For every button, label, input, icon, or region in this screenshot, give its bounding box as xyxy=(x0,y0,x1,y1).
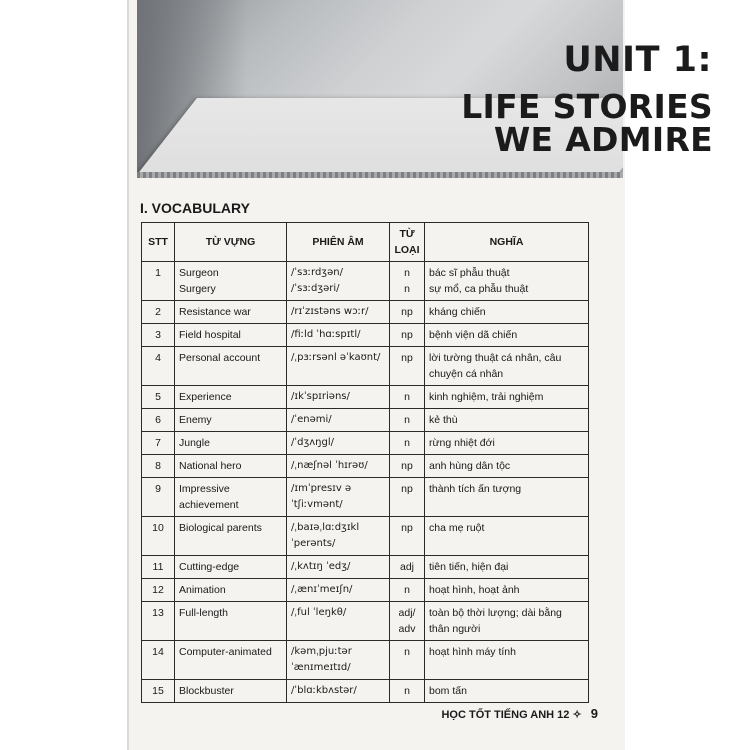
cell-meaning xyxy=(425,347,589,386)
unit-title-line-2: WE ADMIRE xyxy=(493,120,713,159)
cell-stt-text: 7 xyxy=(155,437,161,449)
cell-stt-text: 6 xyxy=(155,414,161,426)
cell-stt xyxy=(142,386,175,409)
cell-stt-text: 10 xyxy=(152,522,164,534)
cell-ipa-text: /rɪˈzɪstəns wɔːr/ xyxy=(291,306,369,317)
cell-meaning xyxy=(425,432,589,455)
table-row xyxy=(142,432,589,455)
cell-word-text: Full-length xyxy=(179,607,229,619)
cell-pos xyxy=(390,517,425,556)
cell-stt xyxy=(142,347,175,386)
cell-pos xyxy=(390,432,425,455)
cell-ipa-text: /ˈsɜːdʒəri/ xyxy=(291,283,340,294)
cell-pos-text: np xyxy=(401,329,413,341)
cell-meaning-text: rừng nhiệt đới xyxy=(429,437,495,449)
cell-stt xyxy=(142,517,175,556)
page-footer xyxy=(380,706,598,721)
cell-ipa xyxy=(287,579,390,602)
cell-stt-text: 9 xyxy=(155,483,161,495)
cell-pos xyxy=(390,556,425,579)
book-name: HỌC TỐT TIẾNG ANH 12 ✧ xyxy=(441,709,582,721)
cell-word-text: Enemy xyxy=(179,414,212,426)
table-row xyxy=(142,556,589,579)
cell-pos-text: n xyxy=(404,646,410,658)
cell-word xyxy=(175,455,287,478)
cell-pos xyxy=(390,680,425,703)
cell-ipa xyxy=(287,556,390,579)
table-row xyxy=(142,602,589,641)
table-row xyxy=(142,347,589,386)
cell-stt-text: 15 xyxy=(152,685,164,697)
cell-word-text: Surgeon xyxy=(179,267,219,279)
cell-meaning xyxy=(425,301,589,324)
cell-stt-text: 5 xyxy=(155,391,161,403)
cell-meaning xyxy=(425,409,589,432)
cell-stt xyxy=(142,262,175,301)
cell-word-text: National hero xyxy=(179,460,242,472)
header-pos: TỪ LOẠI xyxy=(390,223,425,262)
cell-word xyxy=(175,556,287,579)
cell-word-text: Field hospital xyxy=(179,329,241,341)
cell-stt xyxy=(142,324,175,347)
cell-stt xyxy=(142,641,175,680)
cell-stt-text: 12 xyxy=(152,584,164,596)
cell-word-text: Impressive achievement xyxy=(179,483,239,511)
cell-word-text: Blockbuster xyxy=(179,685,234,697)
banner-edge xyxy=(137,172,623,178)
cell-meaning xyxy=(425,680,589,703)
table-row xyxy=(142,262,589,301)
cell-ipa-text: /ˌful ˈleŋkθ/ xyxy=(291,607,347,618)
table-row xyxy=(142,680,589,703)
cell-ipa xyxy=(287,602,390,641)
cell-word xyxy=(175,517,287,556)
cell-ipa-text: /ˈsɜːrdʒən/ xyxy=(291,267,343,278)
cell-word xyxy=(175,432,287,455)
cell-ipa xyxy=(287,262,390,301)
cell-ipa xyxy=(287,386,390,409)
cell-meaning xyxy=(425,579,589,602)
cell-meaning xyxy=(425,517,589,556)
vocabulary-table xyxy=(141,222,589,703)
cell-pos xyxy=(390,641,425,680)
cell-meaning-text: tiên tiến, hiện đại xyxy=(429,561,509,573)
cell-ipa-text: /ˈdʒʌŋgl/ xyxy=(291,437,334,448)
cell-ipa xyxy=(287,680,390,703)
cell-meaning xyxy=(425,556,589,579)
cell-pos xyxy=(390,347,425,386)
cell-pos xyxy=(390,386,425,409)
cell-word xyxy=(175,262,287,301)
cell-word-text: Surgery xyxy=(179,283,216,295)
cell-stt-text: 3 xyxy=(155,329,161,341)
cell-word-text: Personal account xyxy=(179,352,261,364)
cell-meaning-text: cha mẹ ruột xyxy=(429,522,485,534)
cell-ipa xyxy=(287,347,390,386)
cell-ipa-text: /kəmˌpjuːtər ˈænɪmeɪtɪd/ xyxy=(291,646,352,673)
cell-pos xyxy=(390,262,425,301)
cell-stt xyxy=(142,478,175,517)
cell-pos-text: np xyxy=(401,483,413,495)
cell-pos-text: n xyxy=(404,391,410,403)
cell-stt-text: 13 xyxy=(152,607,164,619)
cell-ipa-text: /ˌkʌtɪŋ ˈedʒ/ xyxy=(291,561,351,572)
cell-ipa xyxy=(287,641,390,680)
cell-ipa xyxy=(287,478,390,517)
cell-word xyxy=(175,347,287,386)
cell-word-text: Resistance war xyxy=(179,306,251,318)
table-row xyxy=(142,386,589,409)
cell-stt xyxy=(142,556,175,579)
cell-pos xyxy=(390,478,425,517)
page-number: 9 xyxy=(590,706,598,721)
cell-stt-text: 2 xyxy=(155,306,161,318)
cell-meaning-text: bác sĩ phẫu thuật xyxy=(429,267,510,279)
table-row xyxy=(142,455,589,478)
cell-word-text: Cutting-edge xyxy=(179,561,240,573)
cell-stt xyxy=(142,680,175,703)
cell-ipa-text: /ˌænɪˈmeɪʃn/ xyxy=(291,584,353,595)
cell-pos-text: np xyxy=(401,306,413,318)
cell-meaning xyxy=(425,455,589,478)
cell-word xyxy=(175,641,287,680)
cell-stt-text: 14 xyxy=(152,646,164,658)
cell-ipa xyxy=(287,301,390,324)
cell-ipa-text: /ˌpɜːrsənl əˈkaʊnt/ xyxy=(291,352,381,363)
cell-meaning-text: bom tấn xyxy=(429,685,467,697)
cell-pos xyxy=(390,409,425,432)
cell-ipa-text: /ˈblɑːkbʌstər/ xyxy=(291,685,357,696)
cell-stt xyxy=(142,409,175,432)
cell-stt-text: 11 xyxy=(152,561,164,573)
cell-meaning xyxy=(425,602,589,641)
cell-meaning-text: anh hùng dân tộc xyxy=(429,460,511,472)
cell-ipa xyxy=(287,517,390,556)
cell-word xyxy=(175,324,287,347)
cell-word xyxy=(175,386,287,409)
header-word: TỪ VỰNG xyxy=(175,223,287,262)
cell-meaning xyxy=(425,324,589,347)
cell-stt xyxy=(142,602,175,641)
cell-ipa-text: /ˌnæʃnəl ˈhɪrəʊ/ xyxy=(291,460,368,471)
cell-meaning xyxy=(425,641,589,680)
cell-word xyxy=(175,602,287,641)
cell-pos-text: n xyxy=(404,584,410,596)
table-row xyxy=(142,301,589,324)
cell-pos xyxy=(390,301,425,324)
header-ipa: PHIÊN ÂM xyxy=(287,223,390,262)
cell-word-text: Experience xyxy=(179,391,232,403)
cell-stt xyxy=(142,432,175,455)
table-row xyxy=(142,324,589,347)
cell-word-text: Biological parents xyxy=(179,522,262,534)
cell-meaning-text: kinh nghiệm, trải nghiệm xyxy=(429,391,544,403)
cell-pos xyxy=(390,324,425,347)
cell-meaning xyxy=(425,262,589,301)
table-row xyxy=(142,641,589,680)
cell-meaning xyxy=(425,478,589,517)
cell-meaning-text: hoạt hình, hoạt ảnh xyxy=(429,584,520,596)
cell-pos-text: n xyxy=(404,437,410,449)
cell-stt xyxy=(142,579,175,602)
header-meaning: NGHĨA xyxy=(425,223,589,262)
cell-ipa xyxy=(287,324,390,347)
cell-pos xyxy=(390,602,425,641)
cell-pos-text: n xyxy=(404,414,410,426)
cell-stt xyxy=(142,301,175,324)
cell-meaning-text: toàn bộ thời lượng; dài bằng thân người xyxy=(429,607,562,635)
cell-word-text: Computer-animated xyxy=(179,646,272,658)
cell-pos-text: n xyxy=(404,283,410,295)
cell-word xyxy=(175,680,287,703)
cell-meaning-text: sự mổ, ca phẫu thuật xyxy=(429,283,529,295)
cell-meaning-text: lời tường thuật cá nhân, câu chuyện cá nhân xyxy=(429,352,562,380)
cell-word-text: Animation xyxy=(179,584,226,596)
cell-meaning-text: kháng chiến xyxy=(429,306,486,318)
cell-word xyxy=(175,579,287,602)
table-row xyxy=(142,409,589,432)
cell-pos-text: adj/ adv xyxy=(398,607,416,635)
cell-word xyxy=(175,478,287,517)
cell-pos-text: np xyxy=(401,352,413,364)
cell-stt xyxy=(142,455,175,478)
cell-meaning-text: thành tích ấn tượng xyxy=(429,483,522,495)
cell-pos-text: adj xyxy=(399,561,414,573)
cell-word xyxy=(175,301,287,324)
cell-ipa xyxy=(287,455,390,478)
cell-ipa xyxy=(287,409,390,432)
table-header-row xyxy=(142,223,589,262)
unit-title xyxy=(264,87,750,159)
cell-meaning-text: bệnh viện dã chiến xyxy=(429,329,518,341)
cell-stt-text: 1 xyxy=(155,267,161,279)
table-row xyxy=(142,478,589,517)
table-row xyxy=(142,517,589,556)
unit-number: UNIT 1: xyxy=(563,40,712,80)
table-body xyxy=(142,262,589,703)
cell-ipa xyxy=(287,432,390,455)
header-stt: STT xyxy=(142,223,175,262)
cell-stt-text: 4 xyxy=(155,352,161,364)
cell-ipa-text: /ɪkˈspɪriəns/ xyxy=(291,391,350,402)
section-title: I. VOCABULARY xyxy=(140,200,250,216)
cell-pos-text: np xyxy=(401,522,413,534)
cell-pos-text: np xyxy=(401,460,413,472)
cell-word xyxy=(175,409,287,432)
cell-ipa-text: /ˌbaɪəˌlɑːdʒɪkl ˈperənts/ xyxy=(291,522,360,549)
cell-word-text: Jungle xyxy=(179,437,210,449)
cell-ipa-text: /fiːld ˈhɑːspɪtl/ xyxy=(291,329,361,340)
cell-pos xyxy=(390,579,425,602)
table-row xyxy=(142,579,589,602)
cell-meaning-text: kẻ thù xyxy=(429,414,458,426)
cell-pos-text: n xyxy=(404,685,410,697)
unit-title-line-1: LIFE STORIES xyxy=(461,87,713,126)
cell-pos xyxy=(390,455,425,478)
cell-stt-text: 8 xyxy=(155,460,161,472)
cell-meaning xyxy=(425,386,589,409)
cell-meaning-text: hoạt hình máy tính xyxy=(429,646,516,658)
cell-pos-text: n xyxy=(404,267,410,279)
cell-ipa-text: /ˈenəmi/ xyxy=(291,414,332,425)
cell-ipa-text: /ɪmˈpresɪv əˈtʃiːvmənt/ xyxy=(291,483,352,510)
